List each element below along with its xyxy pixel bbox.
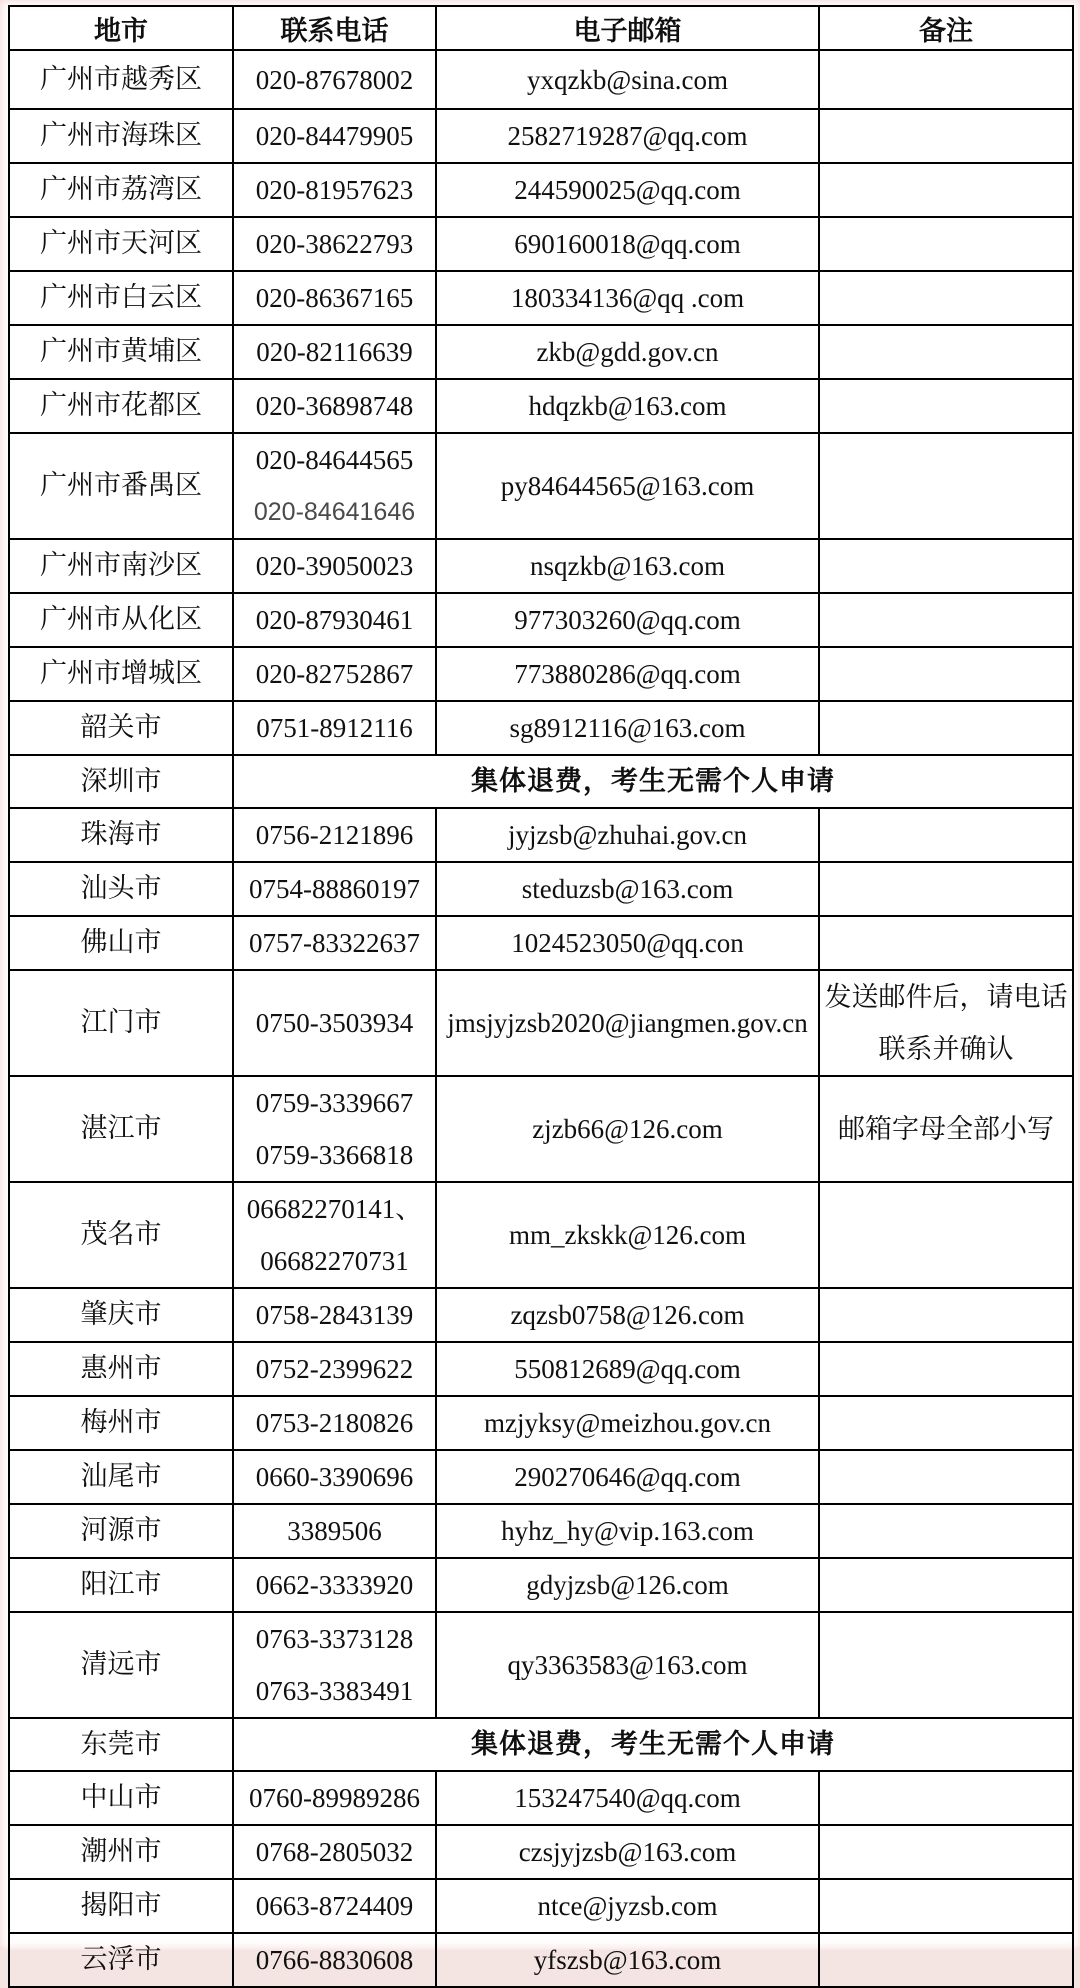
remark-cell: 发送邮件后，请电话联系并确认 bbox=[819, 970, 1073, 1076]
phone-number: 0751-8912116 bbox=[256, 713, 413, 743]
table-row bbox=[9, 217, 1073, 271]
phone-number: 0754-88860197 bbox=[249, 874, 420, 904]
city-cell: 珠海市 bbox=[9, 808, 233, 862]
contact-table bbox=[8, 5, 1074, 1988]
remark-cell bbox=[819, 271, 1073, 325]
merged-note-cell: 集体退费，考生无需个人申请 bbox=[233, 1718, 1073, 1771]
phone-number: 0753-2180826 bbox=[255, 1408, 414, 1438]
email-cell: zjzb66@126.com bbox=[436, 1076, 819, 1182]
phone-cell bbox=[233, 862, 436, 916]
remark-cell bbox=[819, 862, 1073, 916]
table-row bbox=[9, 50, 1073, 109]
email-cell: gdyjzsb@126.com bbox=[436, 1558, 819, 1612]
phone-cell bbox=[233, 1342, 436, 1396]
table-body bbox=[9, 50, 1073, 1987]
remark-cell bbox=[819, 109, 1073, 163]
phone-cell bbox=[233, 1288, 436, 1342]
phone-number: 020-86367165 bbox=[255, 283, 414, 313]
remark-cell bbox=[819, 433, 1073, 539]
phone-number: 020-39050023 bbox=[255, 551, 414, 581]
phone-number: 0662-3333920 bbox=[255, 1570, 414, 1600]
email-cell: jyjzsb@zhuhai.gov.cn bbox=[436, 808, 819, 862]
column-header-email: 电子邮箱 bbox=[436, 6, 819, 50]
remark-cell bbox=[819, 325, 1073, 379]
phone-cell bbox=[233, 1076, 436, 1182]
phone-number: 020-84479905 bbox=[255, 121, 414, 151]
table-row bbox=[9, 1504, 1073, 1558]
phone-cell bbox=[233, 325, 436, 379]
table-row bbox=[9, 1771, 1073, 1825]
city-cell: 惠州市 bbox=[9, 1342, 233, 1396]
phone-number: 0752-2399622 bbox=[255, 1354, 414, 1384]
table-row bbox=[9, 862, 1073, 916]
phone-cell bbox=[233, 1182, 436, 1288]
city-cell: 广州市白云区 bbox=[9, 271, 233, 325]
phone-number: 0760-89989286 bbox=[249, 1783, 420, 1813]
email-cell: 690160018@qq.com bbox=[436, 217, 819, 271]
remark-cell bbox=[819, 1288, 1073, 1342]
phone-number: 0663-8724409 bbox=[255, 1891, 414, 1921]
merged-note-cell: 集体退费，考生无需个人申请 bbox=[233, 755, 1073, 808]
table-row bbox=[9, 1182, 1073, 1288]
city-cell: 广州市黄埔区 bbox=[9, 325, 233, 379]
table-row bbox=[9, 271, 1073, 325]
phone-number: 0758-2843139 bbox=[255, 1300, 414, 1330]
remark-cell bbox=[819, 1182, 1073, 1288]
phone-cell bbox=[233, 1825, 436, 1879]
phone-number: 0763-3373128 bbox=[255, 1624, 414, 1654]
phone-cell bbox=[233, 970, 436, 1076]
city-cell: 广州市从化区 bbox=[9, 593, 233, 647]
phone-number: 020-38622793 bbox=[255, 229, 414, 259]
table-header bbox=[9, 6, 1073, 50]
phone-number: 06682270731 bbox=[260, 1246, 409, 1276]
email-cell: qy3363583@163.com bbox=[436, 1612, 819, 1718]
phone-cell bbox=[233, 593, 436, 647]
phone-cell bbox=[233, 1396, 436, 1450]
phone-cell bbox=[233, 808, 436, 862]
remark-cell bbox=[819, 1933, 1073, 1987]
phone-cell bbox=[233, 163, 436, 217]
remark-cell bbox=[819, 1504, 1073, 1558]
email-cell: 153247540@qq.com bbox=[436, 1771, 819, 1825]
phone-cell bbox=[233, 433, 436, 539]
email-cell: steduzsb@163.com bbox=[436, 862, 819, 916]
remark-cell bbox=[819, 1771, 1073, 1825]
table-row bbox=[9, 755, 1073, 808]
city-cell: 云浮市 bbox=[9, 1933, 233, 1987]
city-cell: 广州市增城区 bbox=[9, 647, 233, 701]
email-cell: 244590025@qq.com bbox=[436, 163, 819, 217]
remark-cell bbox=[819, 379, 1073, 433]
email-cell: czsjyjzsb@163.com bbox=[436, 1825, 819, 1879]
table-row bbox=[9, 379, 1073, 433]
phone-cell bbox=[233, 217, 436, 271]
city-cell: 广州市荔湾区 bbox=[9, 163, 233, 217]
email-cell: 977303260@qq.com bbox=[436, 593, 819, 647]
phone-cell bbox=[233, 379, 436, 433]
phone-number: 0768-2805032 bbox=[255, 1837, 414, 1867]
table-row bbox=[9, 325, 1073, 379]
table-row bbox=[9, 109, 1073, 163]
city-cell: 潮州市 bbox=[9, 1825, 233, 1879]
remark-cell bbox=[819, 539, 1073, 593]
table-row bbox=[9, 1450, 1073, 1504]
city-cell: 江门市 bbox=[9, 970, 233, 1076]
remark-cell bbox=[819, 50, 1073, 109]
phone-number: 020-82116639 bbox=[256, 337, 413, 367]
phone-cell bbox=[233, 1450, 436, 1504]
phone-cell bbox=[233, 1558, 436, 1612]
remark-cell bbox=[819, 647, 1073, 701]
remark-cell bbox=[819, 1558, 1073, 1612]
remark-cell bbox=[819, 1825, 1073, 1879]
table-row bbox=[9, 1076, 1073, 1182]
table-row bbox=[9, 1288, 1073, 1342]
remark-cell bbox=[819, 1450, 1073, 1504]
email-cell: 550812689@qq.com bbox=[436, 1342, 819, 1396]
table-row bbox=[9, 1718, 1073, 1771]
phone-cell bbox=[233, 916, 436, 970]
city-cell: 东莞市 bbox=[9, 1718, 233, 1771]
city-cell: 深圳市 bbox=[9, 755, 233, 808]
table-row bbox=[9, 1342, 1073, 1396]
city-cell: 汕尾市 bbox=[9, 1450, 233, 1504]
remark-cell bbox=[819, 1396, 1073, 1450]
city-cell: 广州市番禺区 bbox=[9, 433, 233, 539]
table-row bbox=[9, 1933, 1073, 1987]
remark-cell bbox=[819, 1612, 1073, 1718]
phone-number: 020-81957623 bbox=[255, 175, 414, 205]
table-row bbox=[9, 163, 1073, 217]
email-cell: yxqzkb@sina.com bbox=[436, 50, 819, 109]
table-row bbox=[9, 539, 1073, 593]
email-cell: 2582719287@qq.com bbox=[436, 109, 819, 163]
city-cell: 汕头市 bbox=[9, 862, 233, 916]
email-cell: 773880286@qq.com bbox=[436, 647, 819, 701]
table-row bbox=[9, 916, 1073, 970]
phone-number: 0763-3383491 bbox=[255, 1676, 414, 1706]
email-cell: hdqzkb@163.com bbox=[436, 379, 819, 433]
email-cell: jmsjyjzsb2020@jiangmen.gov.cn bbox=[436, 970, 819, 1076]
column-header-remark: 备注 bbox=[819, 6, 1073, 50]
city-cell: 阳江市 bbox=[9, 1558, 233, 1612]
phone-cell bbox=[233, 50, 436, 109]
email-cell: py84644565@163.com bbox=[436, 433, 819, 539]
phone-number: 020-84641646 bbox=[253, 498, 416, 526]
city-cell: 广州市越秀区 bbox=[9, 50, 233, 109]
phone-cell bbox=[233, 271, 436, 325]
phone-cell bbox=[233, 1612, 436, 1718]
remark-cell bbox=[819, 701, 1073, 755]
email-cell: mm_zkskk@126.com bbox=[436, 1182, 819, 1288]
phone-number: 020-87678002 bbox=[255, 64, 414, 95]
table-row bbox=[9, 970, 1073, 1076]
phone-number: 06682270141、 bbox=[246, 1194, 423, 1224]
remark-cell bbox=[819, 808, 1073, 862]
phone-cell bbox=[233, 1933, 436, 1987]
phone-number: 3389506 bbox=[287, 1516, 382, 1546]
table-row bbox=[9, 1612, 1073, 1718]
city-cell: 广州市南沙区 bbox=[9, 539, 233, 593]
city-cell: 梅州市 bbox=[9, 1396, 233, 1450]
phone-number: 020-36898748 bbox=[255, 391, 414, 421]
city-cell: 中山市 bbox=[9, 1771, 233, 1825]
email-cell: zqzsb0758@126.com bbox=[436, 1288, 819, 1342]
column-header-city: 地市 bbox=[9, 6, 233, 50]
email-cell: nsqzkb@163.com bbox=[436, 539, 819, 593]
city-cell: 清远市 bbox=[9, 1612, 233, 1718]
remark-cell bbox=[819, 217, 1073, 271]
table-row bbox=[9, 433, 1073, 539]
email-cell: 290270646@qq.com bbox=[436, 1450, 819, 1504]
email-cell: hyhz_hy@vip.163.com bbox=[436, 1504, 819, 1558]
city-cell: 肇庆市 bbox=[9, 1288, 233, 1342]
city-cell: 广州市天河区 bbox=[9, 217, 233, 271]
phone-cell bbox=[233, 1504, 436, 1558]
phone-cell bbox=[233, 647, 436, 701]
city-cell: 河源市 bbox=[9, 1504, 233, 1558]
table-row bbox=[9, 1396, 1073, 1450]
city-cell: 揭阳市 bbox=[9, 1879, 233, 1933]
table-row bbox=[9, 1825, 1073, 1879]
table-row bbox=[9, 647, 1073, 701]
phone-cell bbox=[233, 701, 436, 755]
remark-cell bbox=[819, 163, 1073, 217]
remark-cell bbox=[819, 1342, 1073, 1396]
city-cell: 茂名市 bbox=[9, 1182, 233, 1288]
table-row bbox=[9, 808, 1073, 862]
email-cell: mzjyksy@meizhou.gov.cn bbox=[436, 1396, 819, 1450]
phone-number: 0660-3390696 bbox=[255, 1462, 414, 1492]
phone-cell bbox=[233, 1879, 436, 1933]
table-row bbox=[9, 593, 1073, 647]
phone-number: 0759-3366818 bbox=[255, 1140, 414, 1170]
table-row bbox=[9, 1558, 1073, 1612]
city-cell: 广州市花都区 bbox=[9, 379, 233, 433]
phone-cell bbox=[233, 539, 436, 593]
email-cell: zkb@gdd.gov.cn bbox=[436, 325, 819, 379]
remark-cell bbox=[819, 593, 1073, 647]
phone-cell bbox=[233, 109, 436, 163]
city-cell: 佛山市 bbox=[9, 916, 233, 970]
phone-number: 020-87930461 bbox=[255, 605, 414, 635]
phone-number: 020-84644565 bbox=[255, 445, 414, 475]
city-cell: 湛江市 bbox=[9, 1076, 233, 1182]
remark-cell bbox=[819, 1879, 1073, 1933]
email-cell: sg8912116@163.com bbox=[436, 701, 819, 755]
header-row bbox=[9, 6, 1073, 50]
phone-number: 020-82752867 bbox=[255, 659, 414, 689]
phone-number: 0766-8830608 bbox=[255, 1945, 414, 1975]
phone-cell bbox=[233, 1771, 436, 1825]
remark-cell bbox=[819, 916, 1073, 970]
phone-number: 0750-3503934 bbox=[255, 1008, 414, 1038]
email-cell: ntce@jyzsb.com bbox=[436, 1879, 819, 1933]
phone-number: 0757-83322637 bbox=[249, 928, 420, 958]
email-cell: 180334136@qq .com bbox=[436, 271, 819, 325]
email-cell: yfszsb@163.com bbox=[436, 1933, 819, 1987]
phone-number: 0759-3339667 bbox=[255, 1088, 414, 1118]
phone-number: 0756-2121896 bbox=[255, 820, 414, 850]
table-row bbox=[9, 701, 1073, 755]
remark-cell: 邮箱字母全部小写 bbox=[819, 1076, 1073, 1182]
email-cell: 1024523050@qq.con bbox=[436, 916, 819, 970]
table-row bbox=[9, 1879, 1073, 1933]
city-cell: 广州市海珠区 bbox=[9, 109, 233, 163]
city-cell: 韶关市 bbox=[9, 701, 233, 755]
column-header-phone: 联系电话 bbox=[233, 6, 436, 50]
